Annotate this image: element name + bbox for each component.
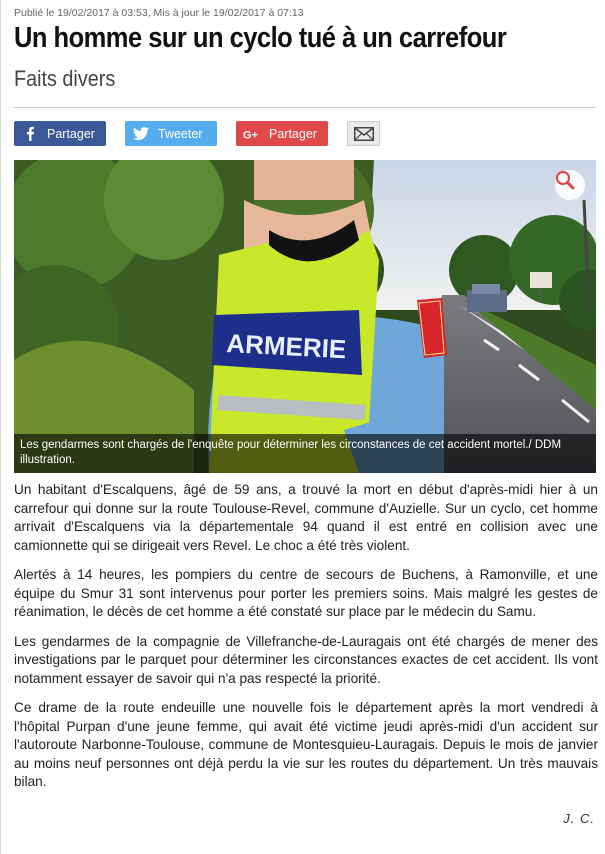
googleplus-share-button[interactable] (236, 121, 328, 146)
article-title: Un homme sur un cyclo tué à un carrefour (14, 22, 507, 54)
twitter-share-label: Tweeter (158, 126, 203, 141)
article-paragraph: Ce drame de la route endeuille une nouvelle fois le département après la mort vendredi à l'hôpital Purpan d'une jeune femme, qui avait été victime jeudi après-midi d'un accident sur l'autoroute Narbonne-Toulouse, commune de Montesquieu-Lauragais. Depuis le mois de janvier au moins neuf personnes ont déjà perdu la vie sur les routes du département. Un très mauvais bilan. (14, 700, 598, 789)
article-photo[interactable] (14, 160, 596, 473)
mail-icon (354, 127, 374, 141)
googleplus-share-label: Partager (269, 126, 317, 141)
zoom-button[interactable] (555, 170, 585, 200)
zoom-icon (555, 170, 575, 190)
article-category: Faits divers (14, 66, 116, 91)
vest-lettering: ARMERIE (225, 328, 347, 365)
twitter-icon (130, 127, 152, 140)
article-paragraph: Les gendarmes de la compagnie de Villefranche-de-Lauragais ont été chargés de mener des investigations par le parquet pour déterminer les circonstances exactes de cet accident. Ils vont notamment essayer de savoir qui n'a pas respecté la priorité. (14, 633, 598, 686)
article-paragraph: Un habitant d'Escalquens, âgé de 59 ans, a trouvé la mort en début d'après-midi hier à un carrefour qui donne sur la route Toulouse-Revel, commune d'Auzielle. Sur un cyclo, cet homme arrivait d'Escalquens via la départementale 94 quand il est entré en collision avec une camionnette qui se dirigeait vers Revel. Le choc a été très violent. (14, 482, 598, 553)
facebook-icon (19, 126, 41, 141)
article-paragraph: Alertés à 14 heures, les pompiers du centre de secours de Buchens, à Ramonville, et une équipe du Smur 31 sont intervenus pour porter les premiers soins. Mais malgré les gestes de réanimation, le décès de cet homme a été constaté sur place par le médecin du Samu. (14, 567, 598, 619)
page-left-border (0, 0, 1, 854)
article-author: J. C. (563, 811, 595, 826)
twitter-share-button[interactable] (125, 121, 217, 146)
svg-text:G+: G+ (243, 129, 258, 140)
title-divider (14, 107, 596, 108)
article-body (14, 481, 598, 803)
facebook-share-button[interactable] (14, 121, 106, 146)
photo-illustration (14, 160, 596, 473)
publication-meta: Publié le 19/02/2017 à 03:53, Mis à jour le 19/02/2017 à 07:13 (14, 7, 304, 19)
facebook-share-label: Partager (47, 126, 95, 141)
email-share-button[interactable] (347, 121, 380, 146)
googleplus-icon (241, 128, 263, 140)
photo-caption: Les gendarmes sont chargés de l'enquête pour déterminer les circonstances de cet accident mortel./ DDM illustration. (14, 434, 596, 473)
